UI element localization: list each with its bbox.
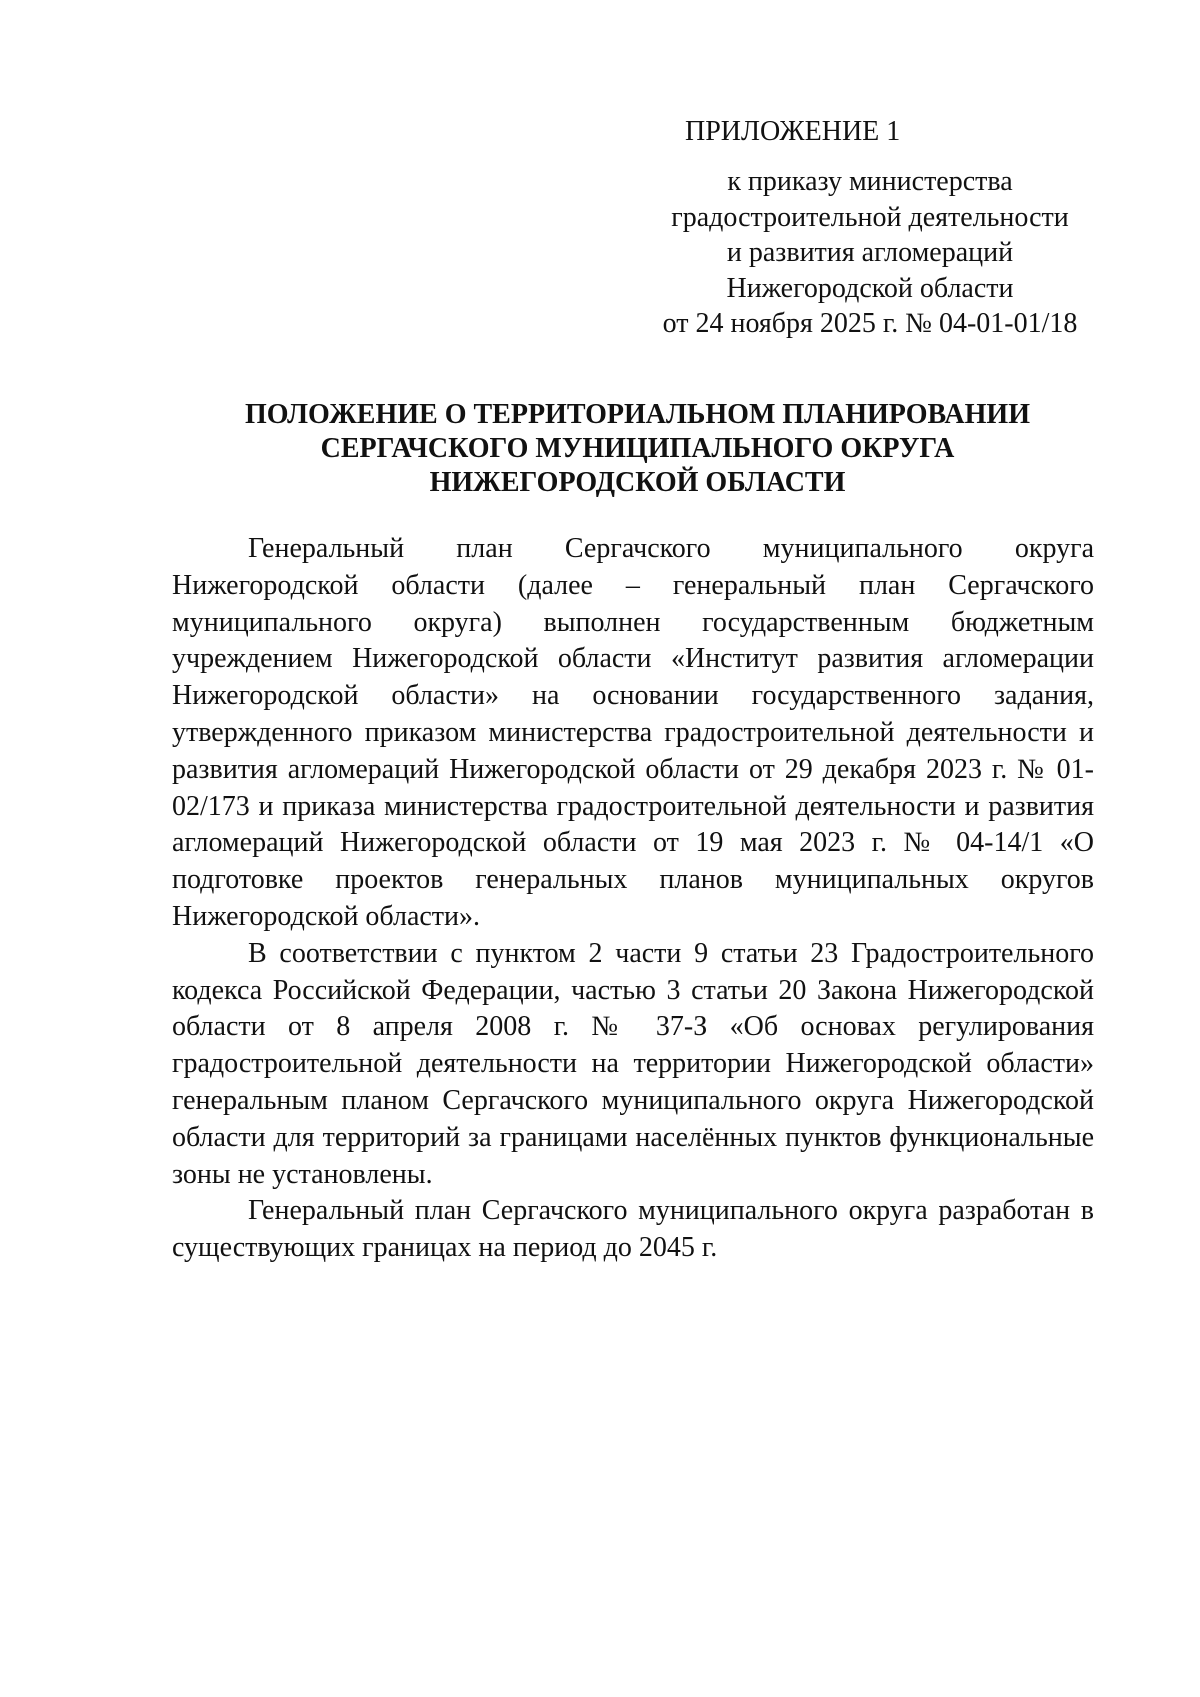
heading-line: СЕРГАЧСКОГО МУНИЦИПАЛЬНОГО ОКРУГА <box>320 433 955 464</box>
document-heading <box>170 398 1105 500</box>
paragraph: Генеральный план Сергачского муниципального округа Нижегородской области (далее – генеральный план Сергачского муниципального округа) выполнен государственным бюджетным учреждением Нижегородской области «Институт развития агломерации Нижегородской области» на основании государственного задания, утвержденного приказом министерства градостроительной деятельности и развития агломераций Нижегородской области от 29 декабря 2023 г. № 01-02/173 и приказа министерства градостроительной деятельности и развития агломераций Нижегородской области от 19 мая 2023 г. № 04-14/1 «О подготовке проектов генеральных планов муниципальных округов Нижегородской области». <box>172 533 1094 932</box>
document-body <box>172 531 1094 1267</box>
appendix-reference <box>640 164 1100 342</box>
heading-line: ПОЛОЖЕНИЕ О ТЕРРИТОРИАЛЬНОМ ПЛАНИРОВАНИИ <box>245 399 1030 430</box>
heading-line: НИЖЕГОРОДСКОЙ ОБЛАСТИ <box>429 467 846 498</box>
paragraph: В соответствии с пунктом 2 части 9 статьи 23 Градостроительного кодекса Российской Федерации, частью 3 статьи 20 Закона Нижегородской области от 8 апреля 2008 г. № 37-З «Об основах регулирования градостроительной деятельности на территории Нижегородской области» генеральным планом Сергачского муниципального округа Нижегородской области для территорий за границами населённых пунктов функциональные зоны не установлены. <box>172 937 1094 1190</box>
appendix-line: к приказу министерства <box>727 166 1013 197</box>
appendix-line: от 24 ноября 2025 г. № 04-01-01/18 <box>662 308 1078 339</box>
paragraph: Генеральный план Сергачского муниципального округа разработан в существующих границах на период до 2045 г. <box>172 1195 1094 1264</box>
appendix-line: и развития агломераций <box>726 237 1014 268</box>
appendix-line: Нижегородской области <box>726 272 1014 304</box>
appendix-line: градостроительной деятельности <box>671 201 1069 233</box>
appendix-title: ПРИЛОЖЕНИЕ 1 <box>685 116 901 147</box>
